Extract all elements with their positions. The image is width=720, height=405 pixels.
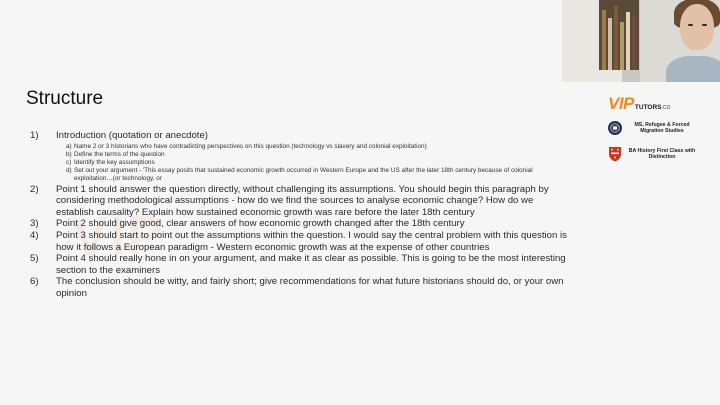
credential-text: BA History First Class with Distinction [628, 147, 696, 160]
list-number: 2) [30, 183, 39, 195]
credential-cambridge [608, 144, 713, 164]
slide-title: Structure [26, 88, 104, 109]
sub-list-number: b) [66, 150, 72, 158]
cambridge-crest-icon [608, 146, 622, 162]
vip-watermark: VIP [70, 204, 167, 268]
sub-list-item [30, 167, 570, 183]
list-item [30, 253, 570, 276]
list-number: 6) [30, 276, 39, 288]
presenter-eye [702, 24, 707, 26]
sub-list-number: c) [66, 159, 72, 166]
list-item [30, 276, 570, 299]
list-item [30, 184, 570, 219]
list-item [30, 230, 570, 253]
list-number: 5) [30, 253, 39, 265]
list-text: Point 3 should start to point out the assumptions within the question. I would say the central problem with this question is how it follows a European paradigm - Western economic growth was at the expense of other countries [56, 229, 567, 253]
sub-list-item [30, 151, 570, 159]
sub-list-text: Identify the key assumptions [74, 159, 155, 166]
webcam-video [562, 0, 720, 82]
sub-list-item [30, 159, 570, 167]
credential-text: MS, Refugee & Forced Migration Studies [634, 121, 690, 134]
presenter-body [666, 56, 720, 82]
sub-list-item [30, 143, 570, 151]
list-number: 3) [30, 218, 39, 230]
list-number: 1) [30, 130, 39, 141]
list-text: Point 4 should really hone in on your argument, and make it as clear as possible. This is going to be the most interesting section to the examiners [56, 253, 566, 276]
credential-oxford [608, 118, 713, 138]
bookshelf-image [599, 0, 639, 70]
list-text: The conclusion should be witty, and fairly short; give recommendations for what future historians should do, or your own opinion [56, 276, 564, 299]
sub-list-number: a) [66, 142, 72, 150]
sub-list-text: Define the terms of the question [74, 150, 165, 158]
sub-list-text: Name 2 or 3 historians who have contradicting perspectives on this question (technology vs slavery and colonial exploitation) [74, 142, 427, 150]
sub-list-text: Set out your argument - 'This essay posits that sustained economic growth occurred in Western Europe and the US after the later 18th century because of colonial exploitation…(or technology, or [74, 167, 533, 183]
presenter-face [680, 4, 714, 50]
list-item [30, 130, 570, 142]
list-text: Point 2 should give good, clear answers of how economic growth changed after the 18th century [56, 218, 465, 230]
vip-logo-suffix: .CO [661, 105, 671, 111]
vip-logo-mark: VIP [608, 94, 634, 113]
vip-logo-tutors: TUTORS [634, 104, 662, 111]
presenter-eye [688, 24, 693, 26]
sub-list-number: d) [66, 167, 72, 175]
list-text: Point 1 should answer the question directly, without challenging its assumptions. You should begin this paragraph by considering methodological assumptions - how do we find the sources to analyse economic change? How do we establish causality? Explain how sustained economic growth was rare before the later 18th century [56, 183, 549, 218]
list-item [30, 218, 570, 230]
structure-list [30, 130, 570, 300]
list-number: 4) [30, 229, 39, 241]
oxford-crest-icon [608, 120, 622, 136]
vip-tutors-logo [608, 94, 713, 112]
tutor-credentials [608, 94, 713, 164]
list-text: Introduction (quotation or anecdote) [56, 130, 209, 141]
